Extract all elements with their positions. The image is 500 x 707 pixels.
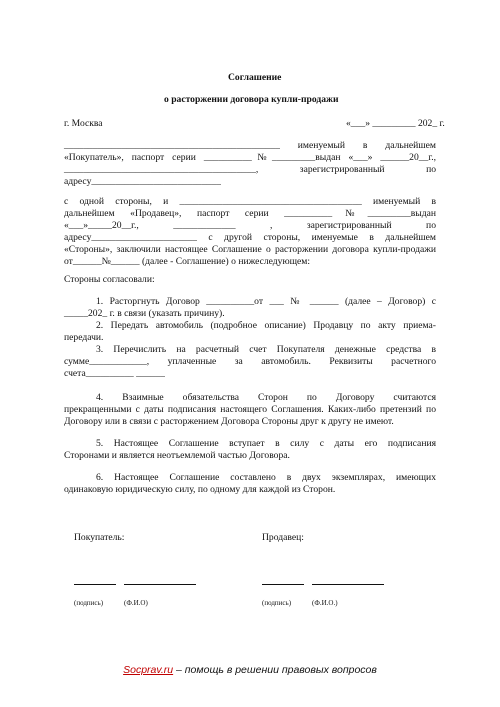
item-line: 1. Расторгнуть Договор __________от ___ № ______ (далее – Договор) с bbox=[96, 296, 436, 307]
seller-signature-line bbox=[262, 584, 304, 585]
document-title: Соглашение bbox=[228, 72, 282, 83]
item-line: передачи. bbox=[64, 332, 104, 343]
item-line: счета__________ ______ bbox=[64, 368, 165, 379]
footer bbox=[0, 664, 500, 676]
footer-site-link[interactable]: Socprav.ru bbox=[123, 664, 174, 676]
item-line: _____202_ г. в связи (указать причину). bbox=[64, 308, 225, 319]
intro-line: «___»_____20__г., _____________ , зарегистрированный по bbox=[64, 220, 436, 231]
item-line: Сторонами и является неотъемлемой частью Договора. bbox=[64, 450, 290, 461]
buyer-name-line bbox=[124, 584, 196, 585]
date-line: «___» _________ 202_ г. bbox=[346, 118, 445, 129]
item-line: 3. Перечислить на расчетный счет Покупателя денежные средства в bbox=[96, 344, 436, 355]
item-line: прекращенными с даты подписания настоящего Соглашения. Каких-либо претензий по bbox=[64, 404, 436, 415]
item-line: 2. Передать автомобиль (подробное описание) Продавцу по акту приема- bbox=[96, 320, 436, 331]
item-line: Договору или в связи с расторжением Договора Стороны друг к другу не имеют. bbox=[64, 416, 394, 427]
footer-text: – помощь в решении правовых вопросов bbox=[173, 664, 377, 676]
item-line: 6. Настоящее Соглашение составлено в двух экземплярах, имеющих bbox=[96, 472, 436, 483]
document-subtitle: о расторжении договора купли-продажи bbox=[164, 94, 339, 105]
buyer-sign-caption: (подпись) bbox=[74, 599, 104, 607]
seller-sign-caption: (подпись) bbox=[262, 599, 292, 607]
place: г. Москва bbox=[64, 118, 103, 129]
item-line: одинаковую юридическую силу, по одному для каждой из Сторон. bbox=[64, 484, 336, 495]
intro-line: адресу___________________________ bbox=[64, 176, 221, 187]
intro-line: от______№______ (далее - Соглашение) о нижеследующем: bbox=[64, 256, 311, 267]
intro-line: адресу______________________ с другой стороны, именуемые в дальнейшем bbox=[64, 232, 436, 243]
buyer-name-caption: (Ф.И.О) bbox=[124, 599, 148, 607]
intro-line: дальнейшем «Продавец», паспорт серии __________№_________выдан bbox=[64, 208, 436, 219]
agreed-heading: Стороны согласовали: bbox=[64, 274, 155, 285]
intro-line: с одной стороны, и ______________________________________ именуемый в bbox=[64, 196, 436, 207]
intro-line: «Покупатель», паспорт серии __________№_________выдан «___» ______20__г., bbox=[64, 152, 436, 163]
intro-line: _____________________________________________ именуемый в дальнейшем bbox=[64, 140, 436, 151]
intro-line: ________________________________________, зарегистрированный по bbox=[64, 164, 436, 175]
seller-label: Продавец: bbox=[262, 532, 304, 543]
buyer-label: Покупатель: bbox=[74, 532, 125, 543]
seller-name-line bbox=[312, 584, 384, 585]
buyer-signature-line bbox=[74, 584, 116, 585]
intro-line: «Стороны», заключили настоящее Соглашение о расторжении договора купли-продажи bbox=[64, 244, 436, 255]
item-line: 5. Настоящее Соглашение вступает в силу с даты его подписания bbox=[96, 438, 436, 449]
seller-name-caption: (Ф.И.О.) bbox=[312, 599, 338, 607]
item-line: сумме____________, уплаченные за автомобиль. Реквизиты расчетного bbox=[64, 356, 436, 367]
item-line: 4. Взаимные обязательства Сторон по Договору считаются bbox=[96, 392, 436, 403]
